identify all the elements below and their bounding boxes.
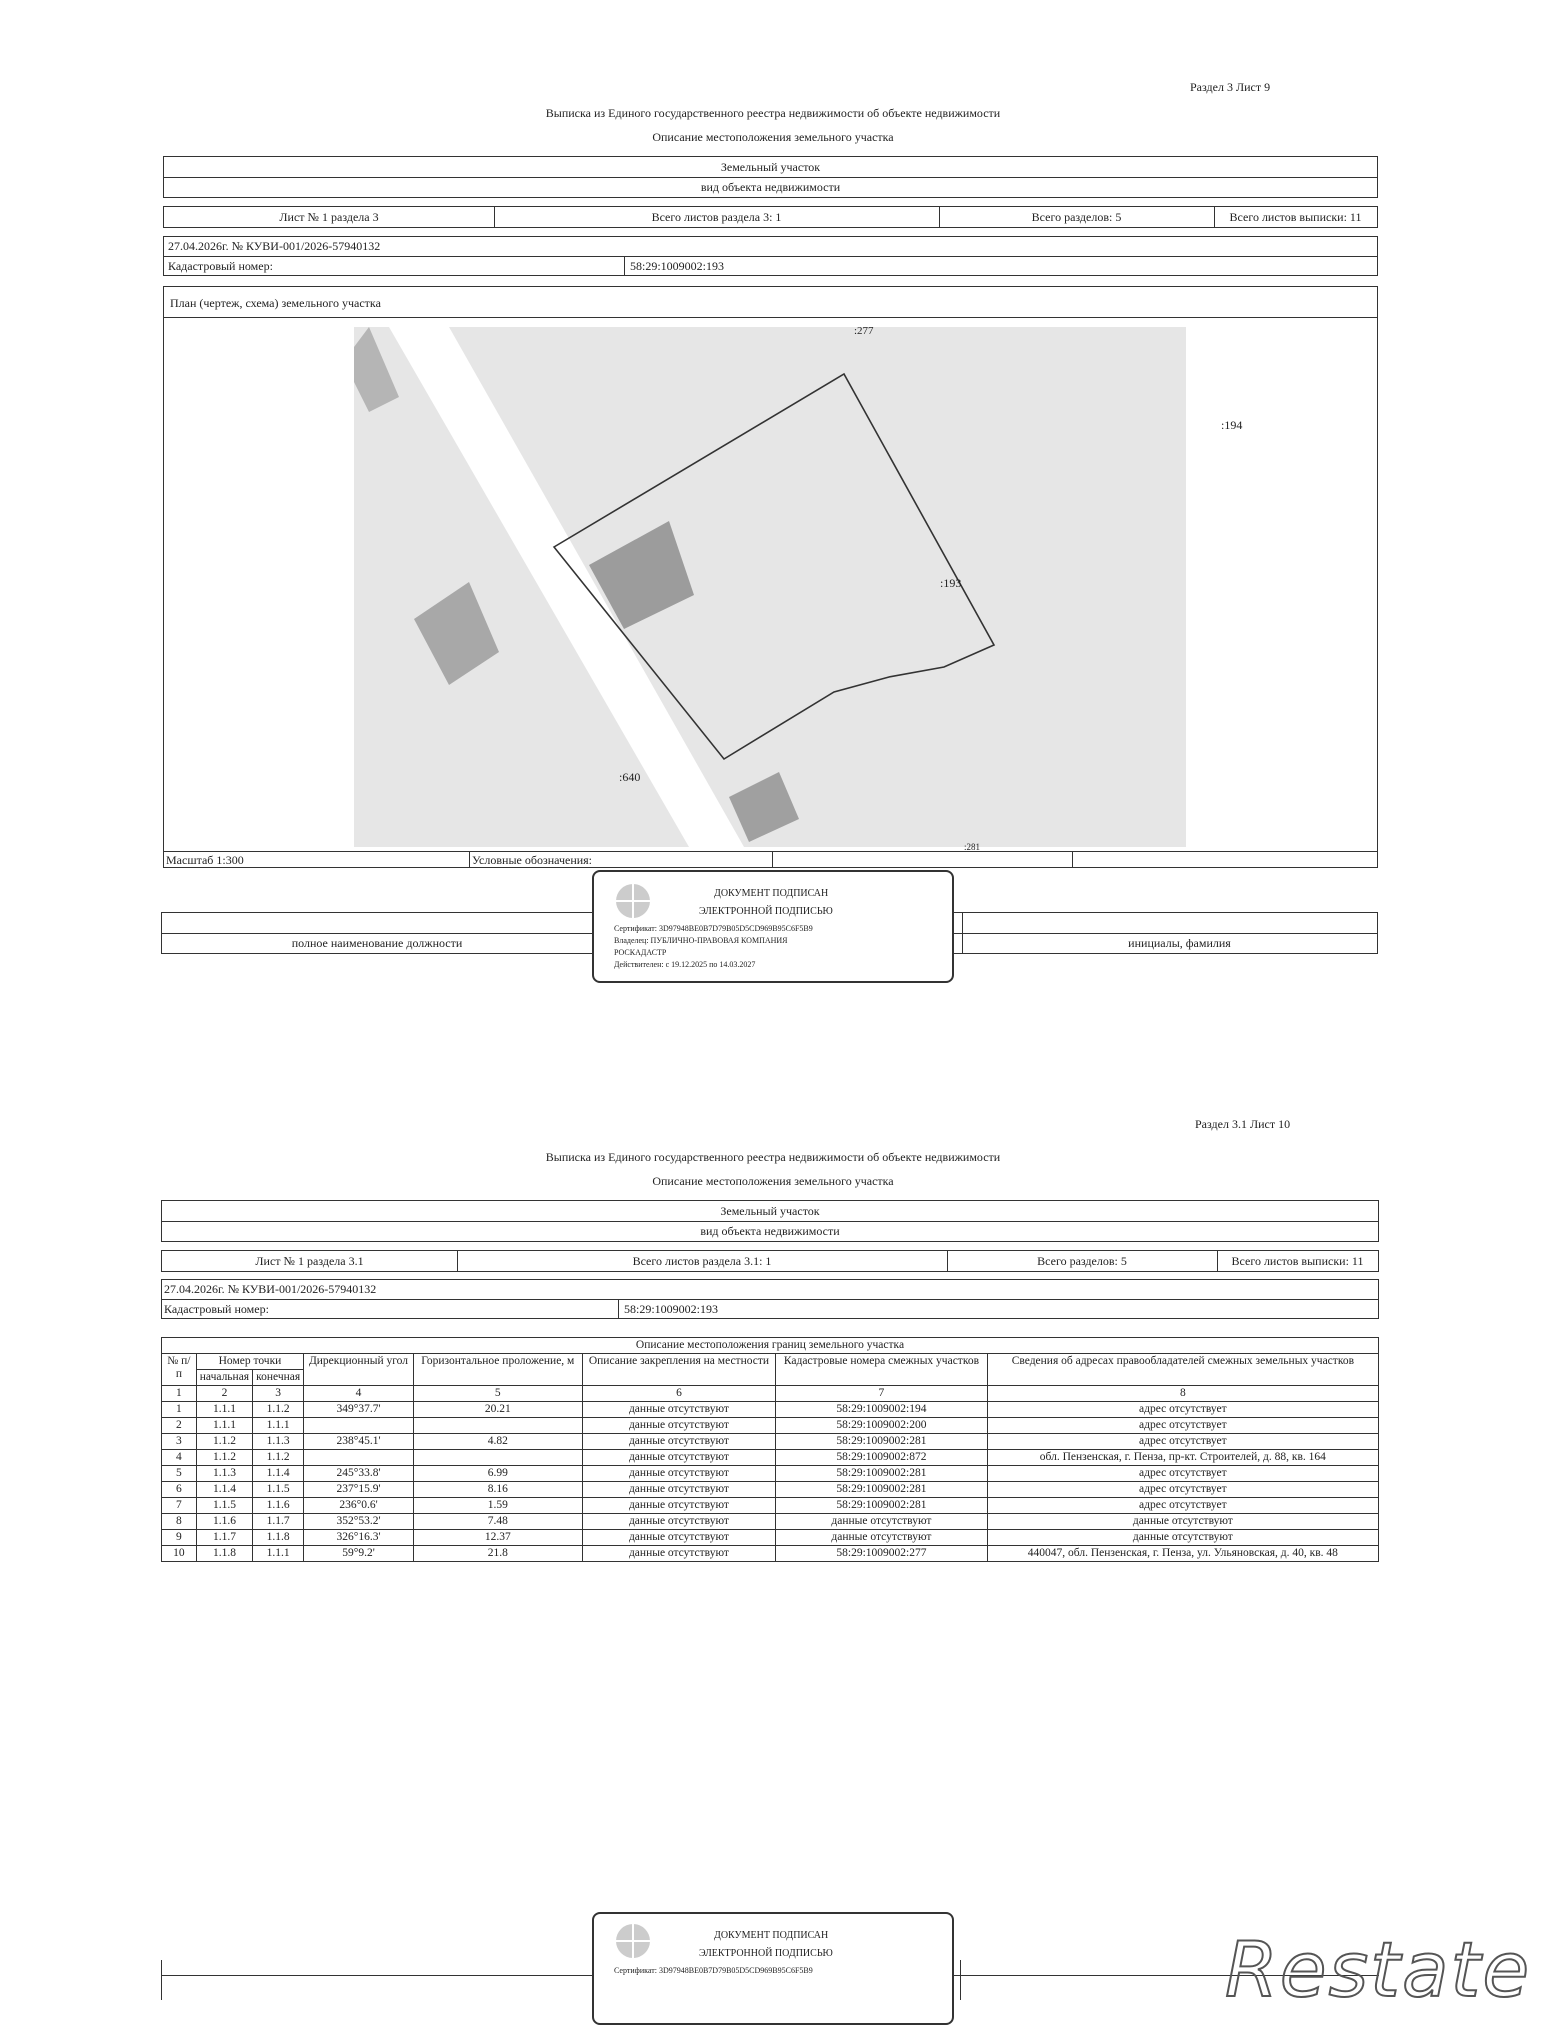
table-cell: данные отсутствуют — [987, 1530, 1378, 1546]
page1-total-sections: Всего разделов: 5 — [1031, 210, 1122, 224]
page1-plan-label: План (чертеж, схема) земельного участка — [170, 296, 381, 310]
table-cell: адрес отсутствует — [987, 1434, 1378, 1450]
table-row — [162, 1546, 1379, 1562]
page2-object-type: Земельный участок — [720, 1204, 820, 1218]
page2-total-sheets-section: Всего листов раздела 3.1: 1 — [632, 1254, 772, 1268]
page1-legend-label: Условные обозначения: — [472, 853, 593, 867]
table-row — [162, 1466, 1379, 1482]
page2-cadastral-label: Кадастровый номер: — [164, 1302, 269, 1316]
table-cell: 9 — [162, 1530, 197, 1546]
boundary-table — [161, 1337, 1379, 1562]
table-row — [162, 1418, 1379, 1434]
table-cell: данные отсутствуют — [582, 1514, 775, 1530]
table-cell: 7 — [162, 1498, 197, 1514]
table-cell: 352°53.2' — [304, 1514, 414, 1530]
table-cell: 349°37.7' — [304, 1402, 414, 1418]
table-cell: 58:29:1009002:281 — [776, 1466, 988, 1482]
page1-header-right: Раздел 3 Лист 9 — [1190, 80, 1271, 94]
map-label-640: :640 — [619, 770, 641, 784]
table-cell: данные отсутствуют — [582, 1434, 775, 1450]
table-cell: 6 — [162, 1482, 197, 1498]
table-cell: 1.59 — [413, 1498, 582, 1514]
header-point: Номер точки — [196, 1354, 303, 1370]
table-cell: адрес отсутствует — [987, 1418, 1378, 1434]
page1-subtitle: Описание местоположения земельного участка — [652, 130, 894, 144]
table-cell: 1.1.3 — [196, 1466, 252, 1482]
table-cell: 58:29:1009002:200 — [776, 1418, 988, 1434]
table-cell: данные отсутствуют — [582, 1466, 775, 1482]
table-cell: 237°15.9' — [304, 1482, 414, 1498]
table-cell: 238°45.1' — [304, 1434, 414, 1450]
table-cell: 1 — [162, 1402, 197, 1418]
header-end: конечная — [253, 1370, 304, 1386]
table-cell: 12.37 — [413, 1530, 582, 1546]
page1-object-type: Земельный участок — [720, 160, 821, 174]
page2-title: Выписка из Единого государственного реестра недвижимости об объекте недвижимости — [545, 1150, 1001, 1164]
table-cell: 1.1.1 — [196, 1402, 252, 1418]
table-cell: 4 — [162, 1450, 197, 1466]
page2-object-type-label: вид объекта недвижимости — [700, 1224, 840, 1238]
emblem-icon — [614, 1922, 652, 1960]
page2-total-sections: Всего разделов: 5 — [1037, 1254, 1127, 1268]
table-cell: 21.8 — [413, 1546, 582, 1562]
header-desc: Описание закрепления на местности — [582, 1354, 775, 1386]
map-label-277: :277 — [854, 325, 874, 337]
table-cell: данные отсутствуют — [582, 1530, 775, 1546]
table-cell: 58:29:1009002:872 — [776, 1450, 988, 1466]
stamp2-line1: ДОКУМЕНТ ПОДПИСАН — [714, 1930, 829, 1941]
table-cell: 236°0.6' — [304, 1498, 414, 1514]
table-cell — [413, 1450, 582, 1466]
table-cell: 5 — [162, 1466, 197, 1482]
table-cell: 1.1.1 — [253, 1546, 304, 1562]
table-row — [162, 1498, 1379, 1514]
page1-plan-box — [163, 286, 1378, 868]
stamp-cert: Сертификат: 3D97948BE0B7D79B05D5CD969B95C6F5B9 — [614, 924, 813, 933]
stamp2-cert: Сертификат: 3D97948BE0B7D79B05D5CD969B95C6F5B9 — [614, 1966, 813, 1975]
table-cell: 59°9.2' — [304, 1546, 414, 1562]
table-cell: данные отсутствуют — [776, 1530, 988, 1546]
page2-sheet-info — [161, 1250, 1379, 1272]
table-cell: 440047, обл. Пензенская, г. Пенза, ул. Ульяновская, д. 40, кв. 48 — [987, 1546, 1378, 1562]
land-plot-map — [354, 327, 1186, 847]
emblem-icon — [614, 882, 652, 920]
header-owners: Сведения об адресах правообладателей смежных земельных участков — [987, 1354, 1378, 1386]
page2-cadastral-value: 58:29:1009002:193 — [624, 1302, 719, 1316]
table-row — [162, 1482, 1379, 1498]
table-cell: 58:29:1009002:194 — [776, 1402, 988, 1418]
table-cell: 8 — [162, 1514, 197, 1530]
page1-position-label: полное наименование должности — [291, 936, 463, 950]
col-number: 4 — [304, 1386, 414, 1402]
restate-watermark: Restate — [1225, 1925, 1532, 2014]
page2-cadastral-box — [161, 1279, 1379, 1319]
map-label-194: :194 — [1221, 418, 1243, 432]
page1-total-sheets-section: Всего листов раздела 3: 1 — [651, 210, 782, 224]
table-cell: 1.1.6 — [196, 1514, 252, 1530]
table-cell: адрес отсутствует — [987, 1498, 1378, 1514]
table-cell: адрес отсутствует — [987, 1402, 1378, 1418]
table-row — [162, 1530, 1379, 1546]
table-cell: 6.99 — [413, 1466, 582, 1482]
table-cell: адрес отсутствует — [987, 1482, 1378, 1498]
table-cell: 1.1.7 — [253, 1514, 304, 1530]
table-cell — [304, 1450, 414, 1466]
table-cell: 3 — [162, 1434, 197, 1450]
table-row — [162, 1450, 1379, 1466]
col-number: 3 — [253, 1386, 304, 1402]
page2-header-right: Раздел 3.1 Лист 10 — [1195, 1117, 1291, 1131]
header-num: № п/п — [162, 1354, 197, 1386]
header-start: начальная — [196, 1370, 252, 1386]
page2-date-number: 27.04.2026г. № КУВИ-001/2026-57940132 — [164, 1282, 377, 1296]
header-dist: Горизонтальное проложение, м — [413, 1354, 582, 1386]
table-cell: 326°16.3' — [304, 1530, 414, 1546]
table-cell: 1.1.5 — [253, 1482, 304, 1498]
page1-total-sheets: Всего листов выписки: 11 — [1229, 210, 1362, 224]
stamp-owner2: РОСКАДАСТР — [614, 948, 667, 957]
map-label-281: :281 — [964, 842, 981, 852]
table-cell: данные отсутствуют — [776, 1514, 988, 1530]
map-label-193: :193 — [940, 576, 962, 590]
table-cell: 58:29:1009002:281 — [776, 1482, 988, 1498]
page1-object-type-label: вид объекта недвижимости — [700, 180, 841, 194]
col-number: 2 — [196, 1386, 252, 1402]
col-number: 1 — [162, 1386, 197, 1402]
table-cell: 1.1.1 — [253, 1418, 304, 1434]
table-cell: данные отсутствуют — [987, 1514, 1378, 1530]
table-cell — [304, 1418, 414, 1434]
page1-cadastral-box — [163, 236, 1378, 276]
page2-total-sheets: Всего листов выписки: 11 — [1231, 1254, 1364, 1268]
page2-sheet-no: Лист № 1 раздела 3.1 — [255, 1254, 364, 1268]
page1-name-label: инициалы, фамилия — [1128, 936, 1231, 950]
page1-sheet-no: Лист № 1 раздела 3 — [279, 210, 379, 224]
page1-title: Выписка из Единого государственного реестра недвижимости об объекте недвижимости — [545, 106, 1001, 120]
boundary-table-body — [162, 1402, 1379, 1562]
table-cell: 1.1.6 — [253, 1498, 304, 1514]
table-cell: 1.1.2 — [196, 1434, 252, 1450]
table-cell: данные отсутствуют — [582, 1498, 775, 1514]
table-cell: 1.1.1 — [196, 1418, 252, 1434]
table-cell: 1.1.2 — [196, 1450, 252, 1466]
table-cell: 4.82 — [413, 1434, 582, 1450]
table-cell: данные отсутствуют — [582, 1546, 775, 1562]
table-cell: 8.16 — [413, 1482, 582, 1498]
table-cell: 1.1.8 — [196, 1546, 252, 1562]
table-cell: 1.1.3 — [253, 1434, 304, 1450]
stamp2-line2: ЭЛЕКТРОННОЙ ПОДПИСЬЮ — [699, 1948, 833, 1959]
table-cell: 2 — [162, 1418, 197, 1434]
table-cell: 10 — [162, 1546, 197, 1562]
table-cell: адрес отсутствует — [987, 1466, 1378, 1482]
stamp-owner: Владелец: ПУБЛИЧНО-ПРАВОВАЯ КОМПАНИЯ — [614, 936, 788, 945]
boundary-table-title: Описание местоположения границ земельного участка — [162, 1338, 1379, 1354]
table-cell: 58:29:1009002:281 — [776, 1498, 988, 1514]
table-cell: обл. Пензенская, г. Пенза, пр-кт. Строителей, д. 88, кв. 164 — [987, 1450, 1378, 1466]
table-row — [162, 1402, 1379, 1418]
table-row — [162, 1434, 1379, 1450]
table-cell: 245°33.8' — [304, 1466, 414, 1482]
page1-sheet-info — [163, 206, 1378, 228]
table-cell: 1.1.8 — [253, 1530, 304, 1546]
e-signature-stamp-2 — [592, 1912, 954, 2025]
table-cell: данные отсутствуют — [582, 1450, 775, 1466]
page1-date-number: 27.04.2026г. № КУВИ-001/2026-57940132 — [168, 239, 381, 253]
page2-object-box — [161, 1200, 1379, 1242]
table-cell: 1.1.7 — [196, 1530, 252, 1546]
page1-object-box — [163, 156, 1378, 198]
table-cell: 1.1.4 — [196, 1482, 252, 1498]
table-cell: 1.1.2 — [253, 1402, 304, 1418]
table-row — [162, 1514, 1379, 1530]
column-numbers-row — [162, 1386, 1379, 1402]
table-cell: 7.48 — [413, 1514, 582, 1530]
table-cell: 58:29:1009002:277 — [776, 1546, 988, 1562]
table-cell: 1.1.2 — [253, 1450, 304, 1466]
stamp-line2: ЭЛЕКТРОННОЙ ПОДПИСЬЮ — [699, 906, 833, 917]
header-cad: Кадастровые номера смежных участков — [776, 1354, 988, 1386]
header-angle: Дирекционный угол — [304, 1354, 414, 1386]
table-cell: 20.21 — [413, 1402, 582, 1418]
col-number: 6 — [582, 1386, 775, 1402]
table-cell: данные отсутствуют — [582, 1402, 775, 1418]
page1-scale: Масштаб 1:300 — [166, 853, 244, 867]
table-cell: данные отсутствуют — [582, 1482, 775, 1498]
table-cell — [413, 1418, 582, 1434]
col-number: 8 — [987, 1386, 1378, 1402]
stamp-valid: Действителен: с 19.12.2025 по 14.03.2027 — [614, 960, 756, 969]
col-number: 5 — [413, 1386, 582, 1402]
table-cell: 1.1.5 — [196, 1498, 252, 1514]
e-signature-stamp — [592, 870, 954, 983]
col-number: 7 — [776, 1386, 988, 1402]
stamp-line1: ДОКУМЕНТ ПОДПИСАН — [714, 888, 829, 899]
page1-cadastral-label: Кадастровый номер: — [168, 259, 273, 273]
table-cell: 1.1.4 — [253, 1466, 304, 1482]
table-cell: 58:29:1009002:281 — [776, 1434, 988, 1450]
table-cell: данные отсутствуют — [582, 1418, 775, 1434]
page2-subtitle: Описание местоположения земельного участка — [652, 1174, 894, 1188]
page1-cadastral-value: 58:29:1009002:193 — [630, 259, 725, 273]
